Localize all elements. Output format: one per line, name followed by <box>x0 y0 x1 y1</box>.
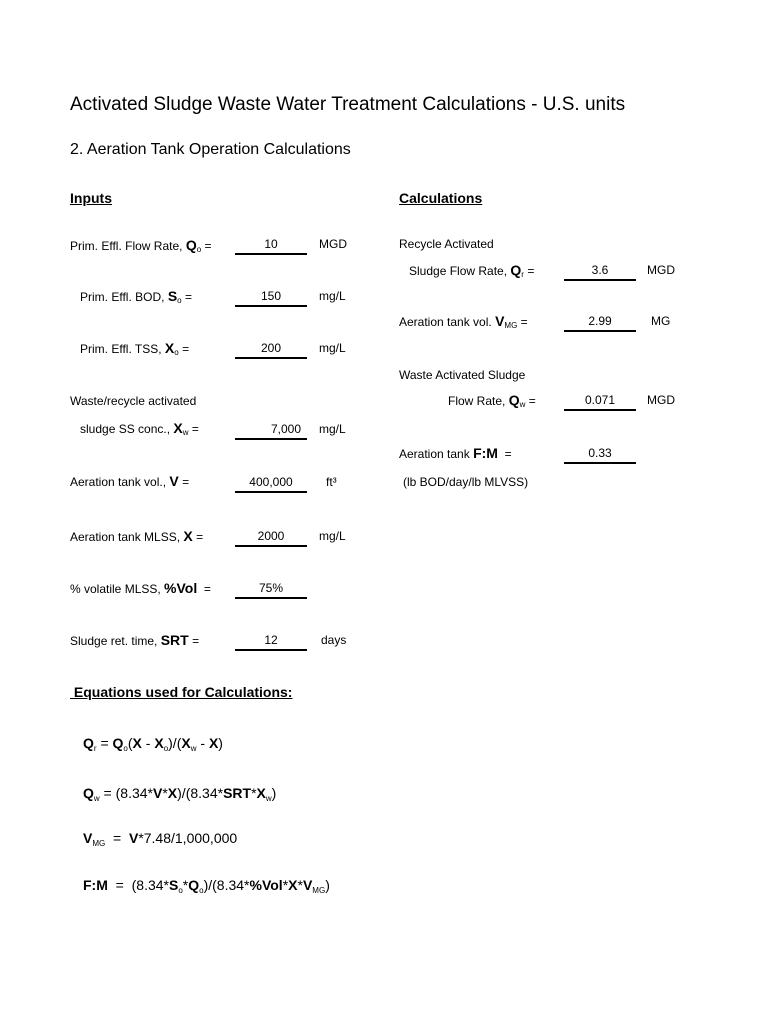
waste-flow-label-line1: Waste Activated Sludge <box>399 368 526 382</box>
flow-rate-unit: MGD <box>319 237 347 251</box>
calculations-header: Calculations <box>399 190 483 206</box>
volatile-input[interactable]: 75% <box>235 581 307 599</box>
waste-ss-label-line1: Waste/recycle activated <box>70 394 197 408</box>
tank-volume-label: Aeration tank vol., V = <box>70 473 190 489</box>
waste-flow-label: Flow Rate, $Q_w$ = <box>448 392 536 409</box>
bod-label: Prim. Effl. BOD, $S_o$ = <box>80 288 192 305</box>
bod-input[interactable]: 150 <box>235 289 307 307</box>
mlss-input[interactable]: 2000 <box>235 529 307 547</box>
volatile-label: % volatile MLSS, %Vol = <box>70 580 211 596</box>
waste-flow-value: 0.071 <box>564 393 636 411</box>
section-title: 2. Aeration Tank Operation Calculations <box>70 141 351 158</box>
waste-flow-unit: MGD <box>647 393 675 407</box>
inputs-header: Inputs <box>70 190 112 206</box>
tank-vol-mg-unit: MG <box>651 314 671 328</box>
tss-input[interactable]: 200 <box>235 341 307 359</box>
waste-ss-label: sludge SS conc., $X_w$ = <box>80 420 199 437</box>
mlss-label: Aeration tank MLSS, X = <box>70 528 204 544</box>
recycle-flow-value: 3.6 <box>564 263 636 281</box>
fm-label: Aeration tank F:M = <box>399 445 512 461</box>
equation-qr: $Q_r = Q_o(X - X_o)/(X_w - X)$ <box>83 735 223 753</box>
equation-qw: $Q_w = (8.34*V*X)/(8.34*SRT*X_w)$ <box>83 785 277 803</box>
tank-volume-input[interactable]: 400,000 <box>235 475 307 493</box>
equation-fm: F:M = $(8.34*S_o*Q_o)/(8.34*\%Vol*X*V_{MG})$ <box>83 877 330 895</box>
waste-ss-unit: mg/L <box>319 422 346 436</box>
tank-vol-mg-label: Aeration tank vol. $V_{MG}$ = <box>399 313 528 330</box>
tss-label: Prim. Effl. TSS, $X_o$ = <box>80 340 190 357</box>
srt-unit: days <box>321 633 347 647</box>
mlss-unit: mg/L <box>319 529 346 543</box>
tss-unit: mg/L <box>319 341 346 355</box>
recycle-label-line1: Recycle Activated <box>399 237 494 251</box>
flow-rate-input[interactable]: 10 <box>235 237 307 255</box>
equation-vmg: $V_{MG} = V*7.48/1,000,000$ <box>83 830 238 848</box>
recycle-label: Sludge Flow Rate, $Q_r$ = <box>409 262 535 279</box>
srt-input[interactable]: 12 <box>235 633 307 651</box>
tank-volume-unit: ft³ <box>326 475 337 489</box>
page-title: Activated Sludge Waste Water Treatment Calculations - U.S. units <box>70 94 626 115</box>
srt-label: Sludge ret. time, SRT = <box>70 632 200 648</box>
fm-units-note: (lb BOD/day/lb MLVSS) <box>403 475 529 489</box>
waste-ss-input[interactable]: 7,000 <box>235 422 307 440</box>
recycle-flow-unit: MGD <box>647 263 675 277</box>
fm-value: 0.33 <box>564 446 636 464</box>
flow-rate-label: Prim. Effl. Flow Rate, $Q_o$ = <box>70 237 212 254</box>
tank-vol-mg-value: 2.99 <box>564 314 636 332</box>
bod-unit: mg/L <box>319 289 346 303</box>
equations-header: Equations used for Calculations: <box>70 684 293 700</box>
